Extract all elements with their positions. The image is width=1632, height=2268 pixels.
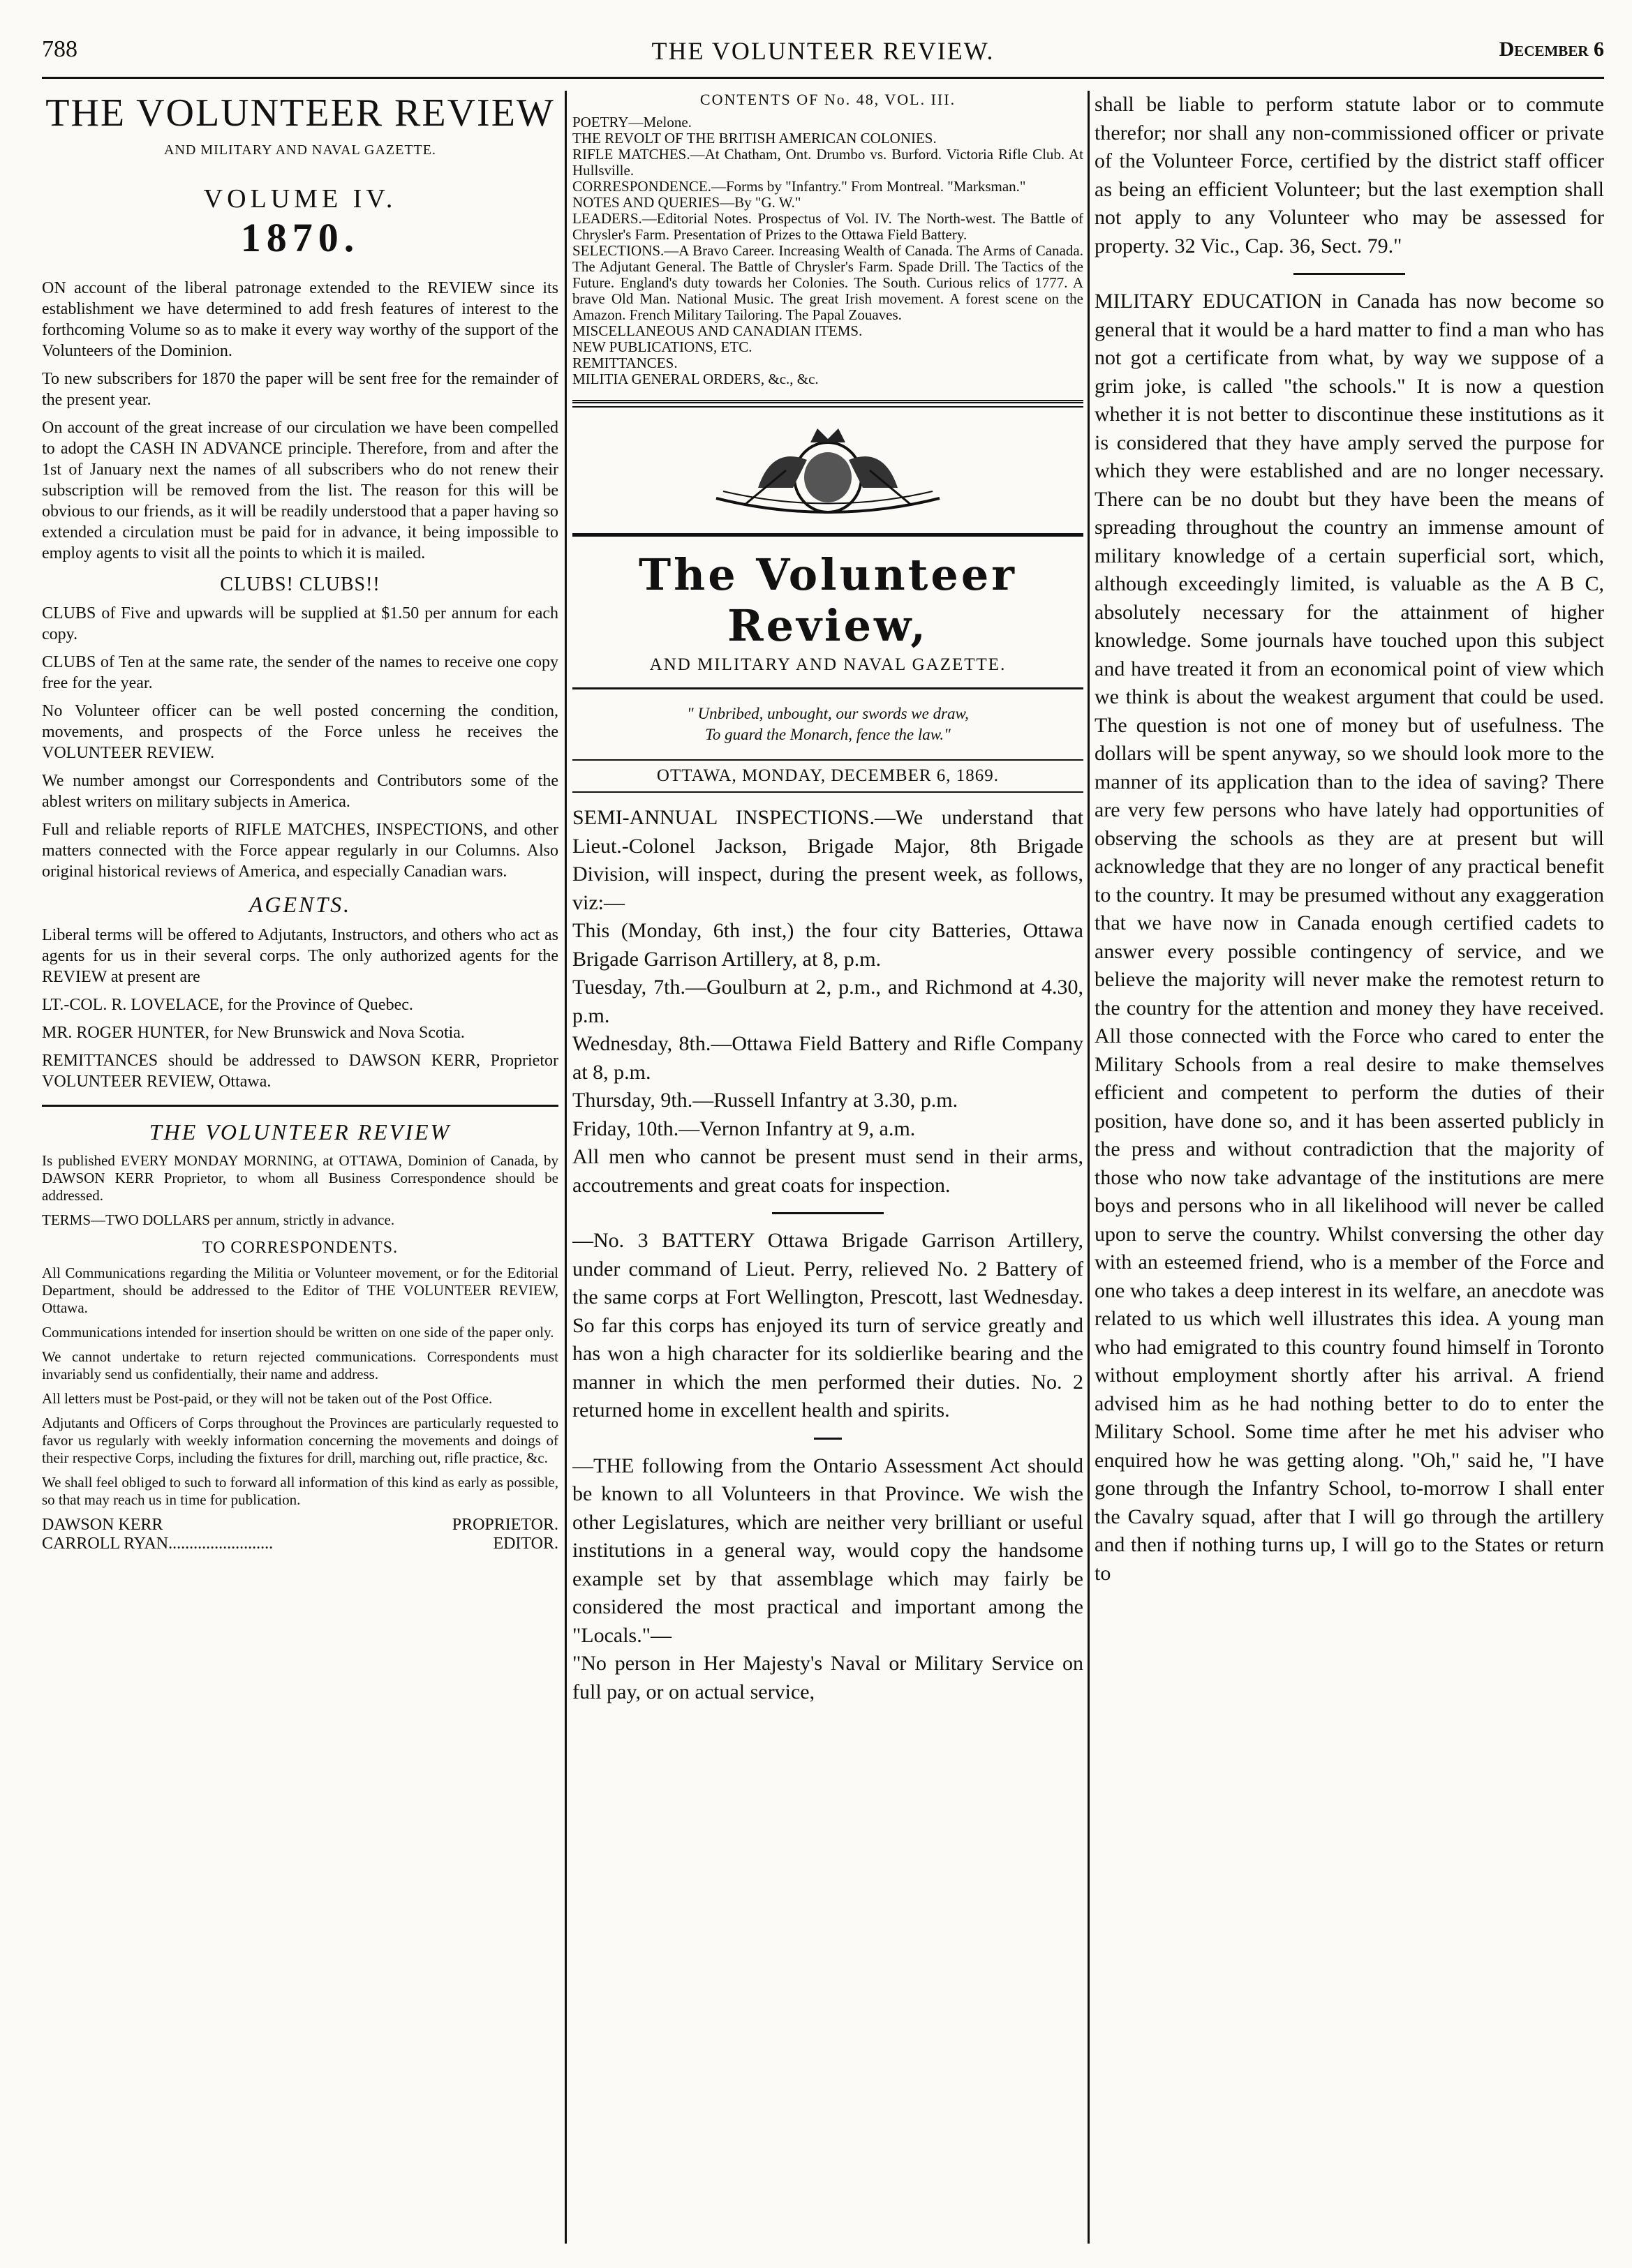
article-paragraph: MILITARY EDUCATION in Canada has now become so general that it would be a hard matter to find a man who has not got a certificate from what, by way we suppose of a grim joke, is called "the schools." It is now a question whether it is not better to discontinue these institutions as it is considered that they have amply served the purpose for which they were established and are no longer necessary. There can be no doubt but they have been the means of spreading throughout the country an immense amount of military knowledge of a certain superficial sort, which, although exceedingly limited, is valuable as the A B C, absolutely necessary for the attainment of higher knowledge. Some journals have touched upon this subject and have treated it from an economical point of view which we think is about the weakest argument that could be used. The question is not one of money but of usefulness. The dollars will be spent anyway, so we should look more to the manner of its application than to the idea of saving? There are very few persons who have lately had opportunities of observing the schools as they are at present but will acknowledge that they are no longer of any practical benefit to the country. It may be presumed without any exaggeration that we have now in Canada enough certified cadets to answer every possible contingency of service, and we believe the majority will never make the remotest return to the country for the attention and money they have received. All those connected with the Force who cared to enter the Military Schools from a real desire to make themselves efficient and competent to perform the duties of their position, have done so, and it has been asserted publicly in the press and without contradiction that the majority of those who now take advantage of the institutions are mere boys and persons who in all likelihood will never be called upon to serve the country. Whilst conversing the other day with an esteemed friend, who is a member of the Force and one who takes a deep interest in its welfare, an anecdote was related to us which well illustrates this idea. A young man who had emigrated to this country found himself in Toronto without employment shortly after his arrival. A friend advised him as he had nothing better to do to enter the Military School. Some time after he met his adviser who enquired how he was getting along. "Oh," said he, "I have gone through the Infantry School, to-morrow I shall enter the Cavalry squad, after that I will go through the artillery and then if nothing turns up, I will go to the States or return to [1095,290,1604,1585]
article-paragraph: All men who cannot be present must send in their arms, accoutrements and great coats for inspection. [572,1145,1083,1197]
article-paragraph: SEMI-ANNUAL INSPECTIONS.—We understand that Lieut.-Colonel Jackson, Brigade Major, 8th Brigade Division, will inspect, during the present week, as follows, viz:— [572,806,1083,914]
publisher-line [42,1516,558,1535]
page-number: 788 [42,36,77,62]
article-paragraph: Tuesday, 7th.—Goulburn at 2, p.m., and Richmond at 4.30, p.m. [572,976,1083,1027]
announce-paragraph: To new subscribers for 1870 the paper will be sent free for the remainder of the present year. [42,370,558,409]
correspondents-paragraph: All Communications regarding the Militia or Volunteer movement, or for the Editorial Department, should be addressed to the Editor of THE VOLUNTEER REVIEW, Ottawa. [42,1264,558,1316]
article-paragraph: —THE following from the Ontario Assessment Act should be known to all Volunteers in that Province. We wish the other Legislatures, which are neither very brilliant or useful institutions in a general way, would copy the handsome example set by that assemblage which may fairly be considered the most practical and important among the "Locals."— [572,1454,1083,1647]
agents-paragraph: LT.-COL. R. LOVELACE, for the Province of Quebec. [42,996,413,1014]
section-divider [42,1105,558,1107]
correspondents-paragraph: We shall feel obliged to such to forward all information of this kind as early as possible, so that may reach us in time for publication. [42,1474,558,1508]
contents-item: MISCELLANEOUS AND CANADIAN ITEMS. [572,322,863,339]
clubs-paragraph: CLUBS of Ten at the same rate, the sender of the names to receive one copy free for the year. [42,653,558,692]
contents-item: NOTES AND QUERIES—By "G. W." [572,194,801,211]
motto-line: " Unbribed, unbought, our swords we draw, [687,705,969,722]
contents-item: SELECTIONS.—A Bravo Career. Increasing Wealth of Canada. The Arms of Canada. The Adjutant General. The Battle of Chrysler's Farm. Spade Drill. The Tactics of the Future. England's duty towards her Colonies. The South. Curious relics of 1777. A brave Old Man. National Music. The great Irish movement. A forest scene on the Amazon. French Military Tailoring. The Papal Zouaves. [572,242,1083,323]
agents-heading: AGENTS. [248,892,352,917]
section-divider [572,400,1083,408]
publisher-role: PROPRIETOR. [452,1516,558,1534]
column-rule [1088,91,1090,2244]
editor-role: EDITOR. [493,1535,558,1553]
review-paragraph: Is published EVERY MONDAY MORNING, at OTTAWA, Dominion of Canada, by DAWSON KERR Proprietor, to whom all Business Correspondence should be addressed. [42,1152,558,1204]
agents-paragraph: REMITTANCES should be addressed to DAWSON KERR, Proprietor VOLUNTEER REVIEW, Ottawa. [42,1052,558,1091]
contents-item: RIFLE MATCHES.—At Chatham, Ont. Drumbo vs. Burford. Victoria Rifle Club. At Hullsville. [572,146,1083,179]
announce-paragraph: ON account of the liberal patronage extended to the REVIEW since its establishment we have determined to add fresh features of interest to the forthcoming Volume so as to make it every way worthy of the support of the Volunteers of the Dominion. [42,279,558,360]
article-paragraph: Thursday, 9th.—Russell Infantry at 3.30, p.m. [572,1089,958,1112]
clubs-paragraph: We number amongst our Correspondents and Contributors some of the ablest writers on military subjects in America. [42,772,558,811]
motto-line: To guard the Monarch, fence the law." [705,726,951,743]
section-divider [772,1212,884,1214]
contents-item: CORRESPONDENCE.—Forms by "Infantry." From Montreal. "Marksman." [572,178,1026,195]
running-header [42,33,1604,79]
contents-item: THE REVOLT OF THE BRITISH AMERICAN COLONIES. [572,130,937,147]
agents-paragraph: Liberal terms will be offered to Adjutants, Instructors, and others who act as agents for us in their several corps. The only authorized agents for the REVIEW at present are [42,926,558,986]
contents-item: REMITTANCES. [572,355,678,371]
volume-label: VOLUME IV. [203,184,397,214]
clubs-heading: CLUBS! CLUBS!! [220,574,380,595]
review-paragraph: TERMS—TWO DOLLARS per annum, strictly in advance. [42,1211,395,1228]
contents-item: POETRY—Melone. [572,114,692,130]
article-paragraph: This (Monday, 6th inst,) the four city Batteries, Ottawa Brigade Garrison Artillery, at 8, p.m. [572,919,1083,971]
column-left [42,91,558,2244]
column-rule [565,91,567,2244]
review-heading: THE VOLUNTEER REVIEW [149,1119,452,1144]
clubs-paragraph: CLUBS of Five and upwards will be supplied at $1.50 per annum for each copy. [42,604,558,643]
volume-year: 1870. [240,215,360,260]
royal-arms-emblem-icon [572,421,1083,526]
correspondents-paragraph: We cannot undertake to return rejected communications. Correspondents must invariably send us confidentially, their name and address. [42,1348,558,1382]
column-right [1095,91,1604,2244]
publisher-name: DAWSON KERR [42,1516,163,1534]
correspondents-heading: TO CORRESPONDENTS. [202,1239,399,1257]
clubs-paragraph: Full and reliable reports of RIFLE MATCHES, INSPECTIONS, and other matters connected with the Force appear regularly in our Columns. Also original historical reviews of America, and especially Canadian wars. [42,821,558,881]
article-paragraph: —No. 3 BATTERY Ottawa Brigade Garrison Artillery, under command of Lieut. Perry, relieved No. 2 Battery of the same corps at Fort Wellington, Prescott, last Wednesday. So far this corps has enjoyed its turn of service greatly and has won a high character for its soldierlike bearing and the manner in which the men performed their duties. No. 2 returned home in excellent health and spirits. [572,1229,1083,1422]
agents-paragraph: MR. ROGER HUNTER, for New Brunswick and Nova Scotia. [42,1024,465,1042]
article-paragraph: Friday, 10th.—Vernon Infantry at 9, a.m. [572,1117,916,1140]
contents-item: NEW PUBLICATIONS, ETC. [572,338,752,355]
article-paragraph: "No person in Her Majesty's Naval or Military Service on full pay, or on actual service, [572,1652,1083,1703]
paper-subtitle: AND MILITARY AND NAVAL GAZETTE. [649,655,1007,674]
issue-date: December 6 [1499,38,1604,61]
article-paragraph: Wednesday, 8th.—Ottawa Field Battery and Rifle Company at 8, p.m. [572,1032,1083,1084]
dateline: OTTAWA, MONDAY, DECEMBER 6, 1869. [656,766,1000,785]
running-title: THE VOLUNTEER REVIEW. [651,37,995,65]
section-divider [814,1438,842,1440]
contents-item: MILITIA GENERAL ORDERS, &c., &c. [572,371,819,387]
section-divider [572,533,1083,537]
dateline-box [572,759,1083,793]
masthead-subtitle: AND MILITARY AND NAVAL GAZETTE. [164,142,436,158]
contents-title: CONTENTS OF No. 48, VOL. III. [699,91,956,108]
section-divider [572,687,1083,689]
motto [572,703,1083,745]
correspondents-paragraph: Adjutants and Officers of Corps throughout the Provinces are particularly requested to favor us regularly with weekly information concerning the movements and doings of their respective Corps, including the fixtures for drill, marching out, rifle practice, &c. [42,1415,558,1466]
announce-paragraph: On account of the great increase of our circulation we have been compelled to adopt the CASH IN ADVANCE principle. Therefore, from and after the 1st of January next the names of all subscribers who do not renew their subscription will be removed from the list. The reason for this will be obvious to our friends, as it will be readily understood that a paper having so extended a circulation must be paid for in advance, it being impossible to employ agents to visit all the points to which it is mailed. [42,419,558,562]
section-divider [1293,273,1405,275]
column-middle [572,91,1083,2244]
paper-name: The Volunteer Review, [639,549,1017,651]
correspondents-paragraph: Communications intended for insertion should be written on one side of the paper only. [42,1324,554,1341]
editor-name: CARROLL RYAN......................... [42,1535,274,1553]
masthead-title: THE VOLUNTEER REVIEW [45,91,555,135]
editor-line [42,1535,558,1553]
contents-item: LEADERS.—Editorial Notes. Prospectus of Vol. IV. The North-west. The Battle of Chrysler's Farm. Presentation of Prizes to the Ottawa Field Battery. [572,210,1083,243]
article-paragraph: shall be liable to perform statute labor or to commute therefor; nor shall any non-commissioned officer or private of the Volunteer Force, certified by the district staff officer as being an efficient Volunteer; but the last exemption shall not apply to any Volunteer who may be assessed for property. 32 Vic., Cap. 36, Sect. 79." [1095,93,1604,258]
correspondents-paragraph: All letters must be Post-paid, or they will not be taken out of the Post Office. [42,1390,493,1407]
clubs-paragraph: No Volunteer officer can be well posted concerning the condition, movements, and prospects of the Force unless he receives the VOLUNTEER REVIEW. [42,702,558,762]
